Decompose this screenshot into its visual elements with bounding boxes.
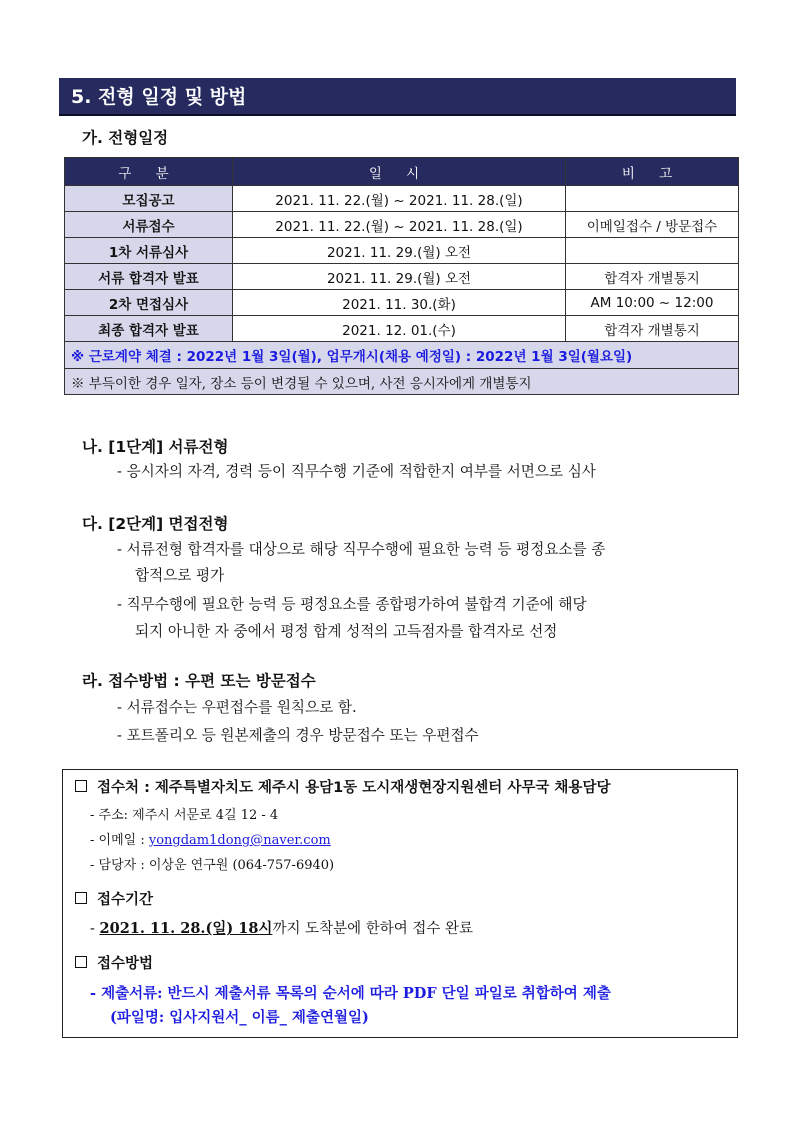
table-row	[65, 316, 739, 342]
period-line	[90, 917, 473, 938]
row-date: 2021. 11. 29.(월) 오전	[233, 238, 566, 264]
subheading-interview: 다. [2단계] 면접전형	[82, 515, 229, 533]
interview-item: - 서류전형 합격자를 대상으로 해당 직무수행에 필요한 능력 등 평정요소를 종	[117, 541, 606, 558]
header-category: 구 분	[65, 158, 233, 186]
row-label: 1차 서류심사	[65, 238, 233, 264]
checkbox-icon	[75, 780, 87, 792]
row-date: 2021. 11. 22.(월) ~ 2021. 11. 28.(일)	[233, 212, 566, 238]
row-note	[566, 186, 739, 212]
period-deadline: 2021. 11. 28.(일) 18시	[99, 920, 273, 937]
recv-title-line	[75, 776, 610, 797]
table-row	[65, 186, 739, 212]
row-date: 2021. 12. 01.(수)	[233, 316, 566, 342]
method-title-line	[75, 952, 153, 973]
change-note: ※ 부득이한 경우 일자, 장소 등이 변경될 수 있으며, 사전 응시자에게 개별통지	[65, 369, 739, 395]
email-line	[90, 829, 331, 848]
method-filename: (파일명: 입사지원서_ 이름_ 제출연월일)	[110, 1009, 369, 1026]
interview-item-cont: 되지 아니한 자 중에서 평정 합계 성적의 고득점자를 합격자로 선정	[135, 623, 558, 640]
recv-title: 접수처 : 제주특별자치도 제주시 용담1동 도시재생현장지원센터 사무국 채용담당	[97, 780, 611, 796]
subheading-schedule: 가. 전형일정	[82, 129, 169, 147]
checkbox-icon	[75, 956, 87, 968]
row-note: 합격자 개별통지	[566, 264, 739, 290]
header-remarks: 비 고	[566, 158, 739, 186]
change-note-row	[65, 369, 739, 395]
row-note: AM 10:00 ~ 12:00	[566, 290, 739, 316]
contract-note: ※ 근로계약 체결 : 2022년 1월 3일(월), 업무개시(채용 예정일) : 2022년 1월 3일(월요일)	[65, 342, 739, 369]
section-title: 5. 전형 일정 및 방법	[59, 78, 736, 116]
period-title: 접수기간	[97, 892, 154, 908]
checkbox-icon	[75, 892, 87, 904]
row-label: 최종 합격자 발표	[65, 316, 233, 342]
row-date: 2021. 11. 30.(화)	[233, 290, 566, 316]
method-title: 접수방법	[97, 956, 154, 972]
submission-item: - 서류접수는 우편접수를 원칙으로 함.	[117, 699, 357, 716]
row-label: 2차 면접심사	[65, 290, 233, 316]
row-note	[566, 238, 739, 264]
table-row	[65, 212, 739, 238]
table-row	[65, 264, 739, 290]
email-link[interactable]: yongdam1dong@naver.com	[148, 833, 331, 848]
row-date: 2021. 11. 22.(월) ~ 2021. 11. 28.(일)	[233, 186, 566, 212]
table-row	[65, 290, 739, 316]
document-screening-item: - 응시자의 자격, 경력 등이 직무수행 기준에 적합한지 여부를 서면으로 심사	[117, 463, 596, 480]
interview-item-cont: 합적으로 평가	[135, 567, 225, 584]
row-date: 2021. 11. 29.(월) 오전	[233, 264, 566, 290]
contact: - 담당자 : 이상운 연구원 (064-757-6940)	[90, 858, 335, 873]
table-header-row	[65, 158, 739, 186]
row-label: 서류접수	[65, 212, 233, 238]
row-note: 합격자 개별통지	[566, 316, 739, 342]
interview-item: - 직무수행에 필요한 능력 등 평정요소를 종합평가하여 불합격 기준에 해당	[117, 596, 587, 613]
contract-note-row	[65, 342, 739, 369]
method-line: - 제출서류: 반드시 제출서류 목록의 순서에 따라 PDF 단일 파일로 취합하여 제출	[90, 985, 611, 1002]
period-prefix: -	[90, 921, 100, 937]
table-row	[65, 238, 739, 264]
row-label: 서류 합격자 발표	[65, 264, 233, 290]
subheading-document-screening: 나. [1단계] 서류전형	[82, 438, 229, 456]
subheading-submission-method: 라. 접수방법 : 우편 또는 방문접수	[82, 672, 316, 690]
row-note: 이메일접수 / 방문접수	[566, 212, 739, 238]
period-title-line	[75, 888, 153, 909]
row-label: 모집공고	[65, 186, 233, 212]
submission-item: - 포트폴리오 등 원본제출의 경우 방문접수 또는 우편접수	[117, 727, 479, 744]
period-suffix: 까지 도착분에 한하여 접수 완료	[272, 921, 473, 937]
header-datetime: 일 시	[233, 158, 566, 186]
address: - 주소: 제주시 서문로 4길 12 - 4	[90, 808, 279, 823]
schedule-table	[64, 157, 739, 395]
application-info-box	[62, 769, 738, 1038]
email-label: - 이메일 :	[90, 833, 149, 848]
